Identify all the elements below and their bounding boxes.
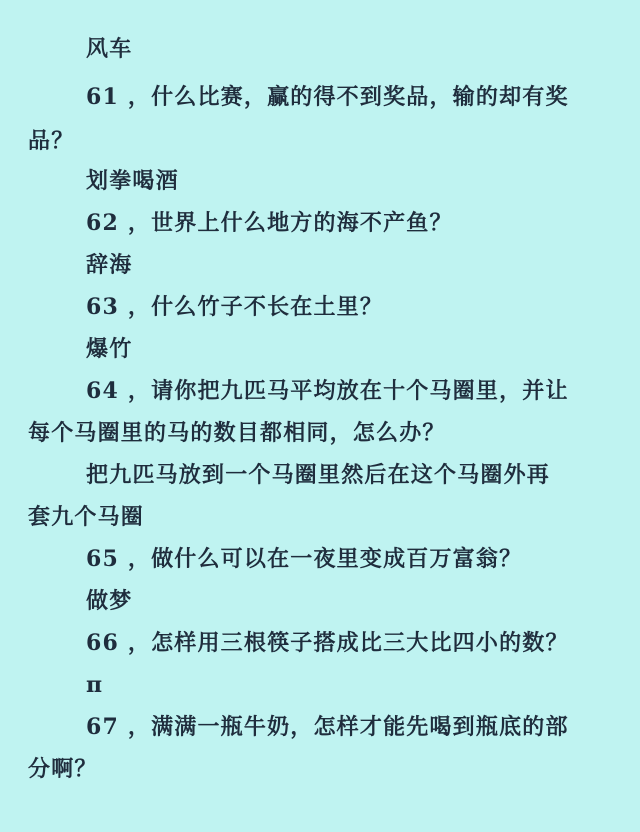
answer-line: 把九匹马放到一个马圈里然后在这个马圈外再 [86, 462, 551, 488]
question-line: 61 ，什么比赛，赢的得不到奖品，输的却有奖 [86, 84, 569, 110]
question-line-continued: 品？ [28, 128, 75, 154]
answer-line: 做梦 [86, 588, 133, 614]
answer-line: 爆竹 [86, 336, 133, 362]
question-line: 65 ，做什么可以在一夜里变成百万富翁？ [86, 546, 523, 572]
answer-line: 风车 [86, 36, 133, 62]
question-line-continued: 每个马圈里的马的数目都相同，怎么办？ [28, 420, 446, 446]
answer-line-continued: 套九个马圈 [28, 504, 145, 530]
question-line-continued: 分啊？ [28, 756, 98, 782]
answer-line: 划拳喝酒 [86, 168, 179, 194]
question-line: 67 ，满满一瓶牛奶，怎样才能先喝到瓶底的部 [86, 714, 569, 740]
question-line: 64 ，请你把九匹马平均放在十个马圈里，并让 [86, 378, 569, 404]
question-line: 63 ，什么竹子不长在土里？ [86, 294, 384, 320]
question-line: 66 ，怎样用三根筷子搭成比三大比四小的数？ [86, 630, 569, 656]
answer-line: π [86, 672, 104, 698]
question-line: 62 ，世界上什么地方的海不产鱼？ [86, 210, 453, 236]
answer-line: 辞海 [86, 252, 133, 278]
